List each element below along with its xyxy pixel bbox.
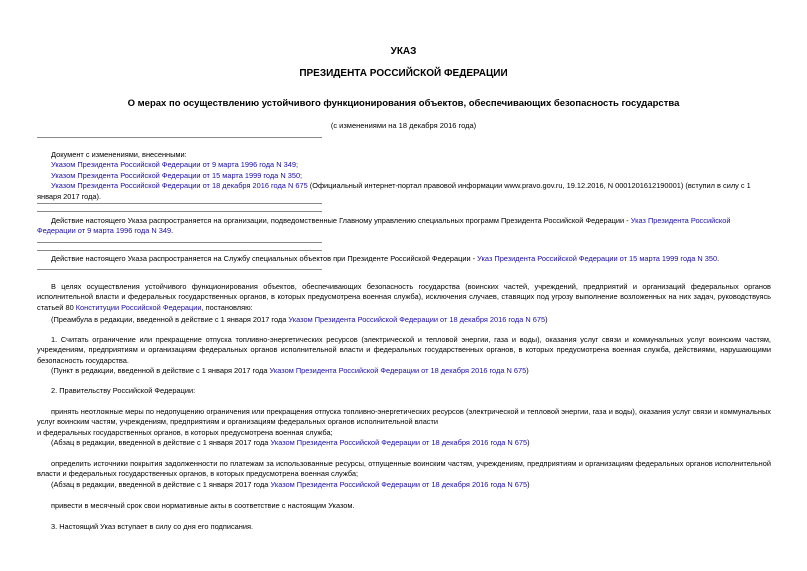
paragraph-2-item-2: определить источники покрытия задолженности по платежам за использованные ресурсы, отпущенные воинским частям, учреждениям, предприятиям и организациям федеральных органов исполнительной власти и федеральных государственных органов, в которых предусмотрена военная служба; <box>37 459 771 479</box>
note-350: Действие настоящего Указа распространяется на Службу специальных объектов при Президенте Российской Федерации - Указ Президента Российской Федерации от 15 марта 1999 года N 350. <box>51 254 720 263</box>
changes-block <box>37 150 771 202</box>
divider <box>37 137 322 138</box>
link-ukaz-349[interactable]: Указом Президента Российской Федерации от 9 марта 1996 года N 349; <box>51 160 298 170</box>
paragraph-2-item-2-edit-note: (Абзац в редакции, введенной в действие с 1 января 2017 года Указом Президента Российской Федерации от 18 декабря 2016 года N 675) <box>51 480 530 489</box>
link-constitution[interactable]: Конституции Российской Федерации <box>75 302 202 312</box>
doc-title-subject: О мерах по осуществлению устойчивого функционирования объектов, обеспечивающих безопасность государства <box>127 98 680 109</box>
paragraph-2-item-1-cont: и федеральных государственных органов, в которых предусмотрена военная служба; <box>37 428 333 437</box>
paragraph-3: 3. Настоящий Указ вступает в силу со дня его подписания. <box>51 522 254 531</box>
paragraph-1-edit-link[interactable]: Указом Президента Российской Федерации от 18 декабря 2016 года N 675 <box>269 366 527 375</box>
divider <box>37 242 322 243</box>
preamble-edit-link[interactable]: Указом Президента Российской Федерации от 18 декабря 2016 года N 675 <box>288 315 546 324</box>
note-349-text: Действие настоящего Указа распространяется на организации, подведомственные Главному управлению специальных программ Президента Российской Федерации - <box>51 216 631 225</box>
divider <box>37 250 322 251</box>
paragraph-2-item-1-edit-link[interactable]: Указом Президента Российской Федерации от 18 декабря 2016 года N 675 <box>270 438 528 447</box>
preamble-edit-note: (Преамбула в редакции, введенной в действие с 1 января 2017 года Указом Президента Российской Федерации от 18 декабря 2016 года N 675) <box>51 315 548 324</box>
note-349: Действие настоящего Указа распространяется на организации, подведомственные Главному управлению специальных программ Президента Российской Федерации - Указ Президента Российской Федерации от 9 марта 1996 года N 349. <box>37 216 731 236</box>
divider <box>37 211 322 212</box>
doc-title-president: ПРЕЗИДЕНТА РОССИЙСКОЙ ФЕДЕРАЦИИ <box>299 68 508 79</box>
preamble-text: В целях осуществления устойчивого функционирования объектов, обеспечивающих безопасность государства (воинских частей, учреждений, предприятий и организаций федеральных органов исполнительной власти и федеральных государственных органов, в которых предусмотрена военная служба), исключения случаев, ставящих под угрозу выполнение возложенных на них задач, руководствуясь статьей 80 <box>37 282 771 312</box>
paragraph-2-item-1-edit-note: (Абзац в редакции, введенной в действие с 1 января 2017 года Указом Президента Российской Федерации от 18 декабря 2016 года N 675) <box>51 438 530 447</box>
link-ukaz-350[interactable]: Указом Президента Российской Федерации от 15 марта 1999 года N 350; <box>51 170 303 180</box>
changes-source-note: (Официальный интернет-портал правовой информации www.pravo.gov.ru, 19.12.2016, N 0001201612190001) (вступил в силу с 1 января 2017 года). <box>37 181 751 201</box>
divider <box>37 203 322 204</box>
note-349-link[interactable]: Указ Президента Российской Федерации от 9 марта 1996 года N 349 <box>37 216 731 236</box>
paragraph-2-item-2-edit-link[interactable]: Указом Президента Российской Федерации от 18 декабря 2016 года N 675 <box>270 480 528 489</box>
paragraph-2-item-1: принять неотложные меры по недопущению ограничения или прекращения отпуска топливно-энергетических ресурсов (электрической и тепловой энергии, газа и воды), оказания услуг связи и коммунальных услуг воинским частям, учреждениям, предприятиям и организациям федеральных органов исполнительной власти <box>37 407 771 427</box>
paragraph-1-edit-note: (Пункт в редакции, введенной в действие с 1 января 2017 года Указом Президента Российской Федерации от 18 декабря 2016 года N 675) <box>51 366 529 375</box>
doc-title-ukaz: УКАЗ <box>390 46 417 57</box>
link-ukaz-675[interactable]: Указом Президента Российской Федерации от 18 декабря 2016 года N 675 <box>51 181 308 191</box>
note-350-link[interactable]: Указ Президента Российской Федерации от 15 марта 1999 года N 350 <box>477 254 718 263</box>
preamble: В целях осуществления устойчивого функционирования объектов, обеспечивающих безопасность государства (воинских частей, учреждений, предприятий и организаций федеральных органов исполнительной власти и федеральных государственных органов, в которых предусмотрена военная служба), исключения случаев, ставящих под угрозу выполнение возложенных на них задач, руководствуясь статьей 80 Конституции Российской Федерации, постановляю: <box>37 282 771 312</box>
doc-subtitle-changes: (с изменениями на 18 декабря 2016 года) <box>330 121 477 130</box>
paragraph-2-item-3: привести в месячный срок свои нормативные акты в соответствие с настоящим Указом. <box>51 501 355 510</box>
paragraph-1: 1. Считать ограничение или прекращение отпуска топливно-энергетических ресурсов (электрической и тепловой энергии, газа и воды), оказания услуг связи и коммунальных услуг воинским частям, учреждениям, предприятиям и организациям федеральных органов исполнительной власти и федеральных государственных органов, в которых предусмотрена военная служба, действиями, нарушающими безопасность государства. <box>37 335 771 365</box>
paragraph-2-title: 2. Правительству Российской Федерации: <box>51 386 196 395</box>
changes-intro: Документ с изменениями, внесенными: <box>51 150 187 159</box>
note-350-text: Действие настоящего Указа распространяется на Службу специальных объектов при Президенте Российской Федерации - <box>51 254 478 263</box>
divider <box>37 269 322 270</box>
